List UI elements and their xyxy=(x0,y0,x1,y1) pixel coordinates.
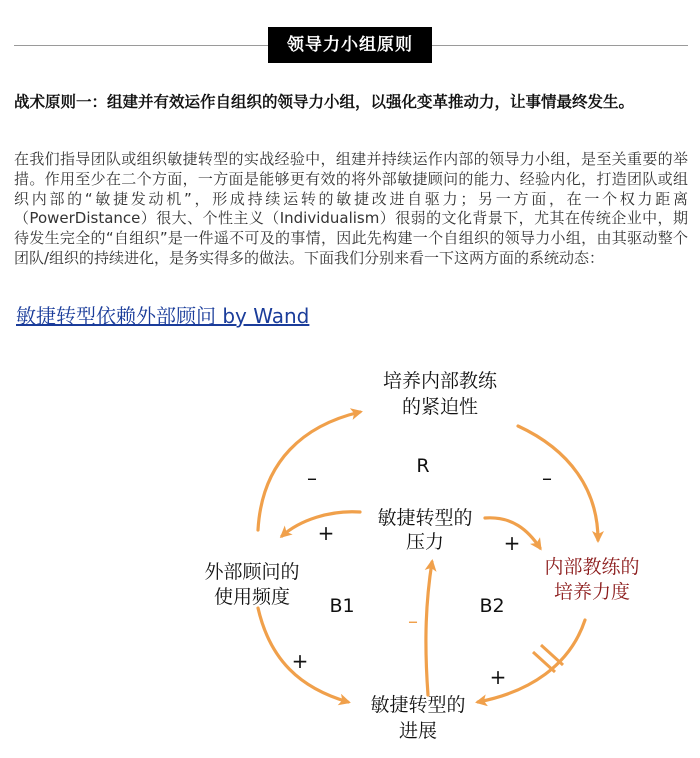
loop-label-r: R xyxy=(416,455,430,477)
principle-heading: 战术原则一：组建并有效运作自组织的领导力小组，以强化变革推动力，让事情最终发生。 xyxy=(14,93,635,111)
node-right-line1: 内部教练的 xyxy=(544,556,640,578)
node-top-line2: 的紧迫性 xyxy=(401,396,479,418)
body-paragraph: 在我们指导团队或组织敏捷转型的实战经验中，组建并持续运作内部的领导力小组，是至关重要的举措。作用至少在二个方面，一方面是能够更有效的将外部敏捷顾问的能力、经验内化，打造团队或组织内部的“敏捷发动机”，形成持续运转的敏捷改进自驱力；另一方面，在一个权力距离（PowerDistance）很大、个性主义（Individualism）很弱的文化背景下，尤其在传统企业中，期待发生完全的“自组织”是一件遥不可及的事情，因此先构建一个自组织的领导力小组，由其驱动整个团队/组织的持续进化，是务实得多的做法。下面我们分别来看一下这两方面的系统动态： xyxy=(14,150,688,267)
delay-mark xyxy=(533,645,563,672)
node-bottom-line1: 敏捷转型的 xyxy=(370,694,466,716)
sign-bottom-left: + xyxy=(291,649,309,673)
sign-top-right: – xyxy=(542,466,552,490)
causal-loop-diagram xyxy=(0,340,700,758)
node-top-line1: 培养内部教练 xyxy=(382,370,498,392)
arrow-right-to-bottom xyxy=(478,620,585,702)
node-bottom-line2: 进展 xyxy=(398,720,438,742)
node-center-line2: 压力 xyxy=(405,531,445,553)
section-header xyxy=(0,22,700,68)
node-right-line2: 培养力度 xyxy=(553,581,631,603)
node-center-line1: 敏捷转型的 xyxy=(377,507,473,529)
arrow-bottom-to-center xyxy=(426,562,432,695)
loop-label-b1: B1 xyxy=(329,595,355,617)
node-left-line2: 使用频度 xyxy=(213,586,291,608)
sign-top-left: – xyxy=(307,466,317,490)
figure-caption[interactable]: 敏捷转型依赖外部顾问 by Wand xyxy=(16,304,310,328)
node-left-line1: 外部顾问的 xyxy=(204,561,300,583)
sign-center-up: – xyxy=(408,609,418,633)
section-title: 领导力小组原则 xyxy=(268,27,432,63)
loop-label-b2: B2 xyxy=(479,595,505,617)
sign-bottom-right: + xyxy=(489,665,507,689)
sign-center-left: + xyxy=(317,521,335,545)
sign-center-right: + xyxy=(503,531,521,555)
arrow-top-to-right xyxy=(518,426,598,540)
